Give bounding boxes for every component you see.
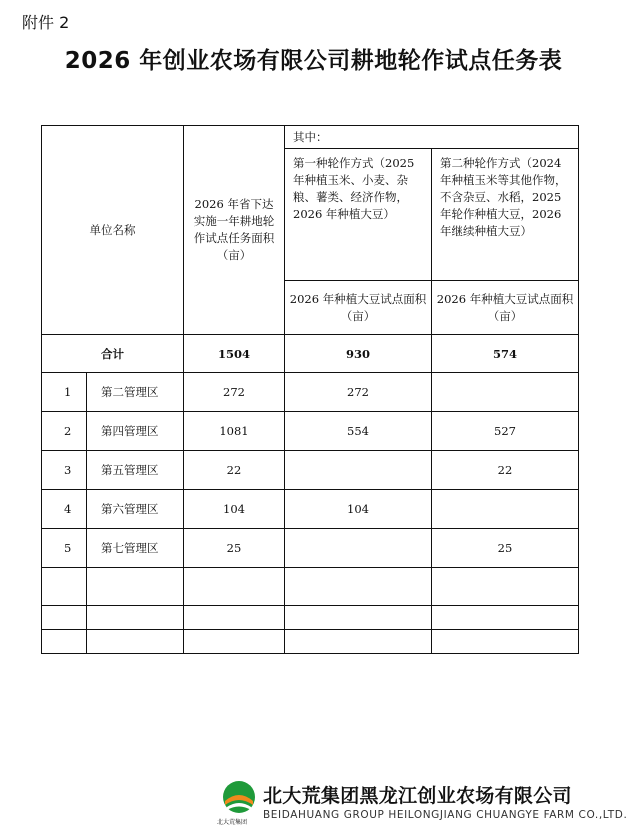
unit-name-header: 单位名称	[42, 126, 184, 335]
task-table	[41, 125, 579, 654]
row-mode-2	[432, 373, 579, 412]
row-mode-1: 104	[285, 490, 432, 529]
table-row	[42, 529, 579, 568]
row-area: 22	[184, 451, 285, 490]
row-mode-1: 554	[285, 412, 432, 451]
row-mode-1	[285, 451, 432, 490]
total-label: 合计	[42, 335, 184, 373]
empty-cell	[285, 606, 432, 630]
company-name-cn: 北大荒集团黑龙江创业农场有限公司	[263, 785, 572, 807]
mode-2-subheader: 2026 年种植大豆试点面积（亩）	[432, 281, 579, 335]
row-area: 272	[184, 373, 285, 412]
company-footer	[217, 779, 627, 829]
row-unit-name: 第七管理区	[87, 529, 184, 568]
empty-cell	[432, 568, 579, 606]
empty-cell	[184, 568, 285, 606]
row-area: 104	[184, 490, 285, 529]
rotation-mode-1-header: 第一种轮作方式（2025 年种植玉米、小麦、杂粮、薯类、经济作物，2026 年种植大豆）	[285, 149, 432, 281]
row-unit-name: 第六管理区	[87, 490, 184, 529]
row-mode-2: 22	[432, 451, 579, 490]
empty-cell	[432, 630, 579, 654]
row-mode-1	[285, 529, 432, 568]
empty-cell	[87, 568, 184, 606]
row-area: 1081	[184, 412, 285, 451]
mode-1-subheader: 2026 年种植大豆试点面积（亩）	[285, 281, 432, 335]
empty-cell	[184, 606, 285, 630]
company-name-en: BEIDAHUANG GROUP HEILONGJIANG CHUANGYE FARM CO.,LTD.	[263, 809, 627, 821]
row-area: 25	[184, 529, 285, 568]
row-unit-name: 第二管理区	[87, 373, 184, 412]
empty-cell	[432, 606, 579, 630]
empty-cell	[285, 568, 432, 606]
total-area-header: 2026 年省下达实施一年耕地轮作试点任务面积（亩）	[184, 126, 285, 335]
row-index: 2	[42, 412, 87, 451]
row-index: 5	[42, 529, 87, 568]
table-row	[42, 412, 579, 451]
row-mode-1: 272	[285, 373, 432, 412]
of-which-header: 其中：	[285, 126, 579, 149]
row-index: 3	[42, 451, 87, 490]
total-mode-2-value: 574	[432, 335, 579, 373]
row-mode-2: 527	[432, 412, 579, 451]
empty-cell	[42, 606, 87, 630]
empty-row	[42, 568, 579, 606]
row-index: 4	[42, 490, 87, 529]
page-title: 2026 年创业农场有限公司耕地轮作试点任务表	[64, 48, 563, 74]
table-row	[42, 373, 579, 412]
logo-caption: 北大荒集团	[217, 819, 248, 826]
row-mode-2	[432, 490, 579, 529]
empty-cell	[42, 630, 87, 654]
empty-row	[42, 630, 579, 654]
empty-cell	[87, 630, 184, 654]
attachment-label: 附件 2	[22, 13, 70, 32]
rotation-mode-2-header: 第二种轮作方式（2024 年种植玉米等其他作物，不含杂豆、水稻，2025 年轮作种植大豆，2026 年继续种植大豆）	[432, 149, 579, 281]
row-index: 1	[42, 373, 87, 412]
total-mode-1-value: 930	[285, 335, 432, 373]
table-row	[42, 490, 579, 529]
empty-cell	[42, 568, 87, 606]
total-area-value: 1504	[184, 335, 285, 373]
total-row	[42, 335, 579, 373]
row-unit-name: 第五管理区	[87, 451, 184, 490]
row-mode-2: 25	[432, 529, 579, 568]
empty-cell	[87, 606, 184, 630]
table-row	[42, 451, 579, 490]
empty-cell	[184, 630, 285, 654]
empty-row	[42, 606, 579, 630]
row-unit-name: 第四管理区	[87, 412, 184, 451]
empty-cell	[285, 630, 432, 654]
